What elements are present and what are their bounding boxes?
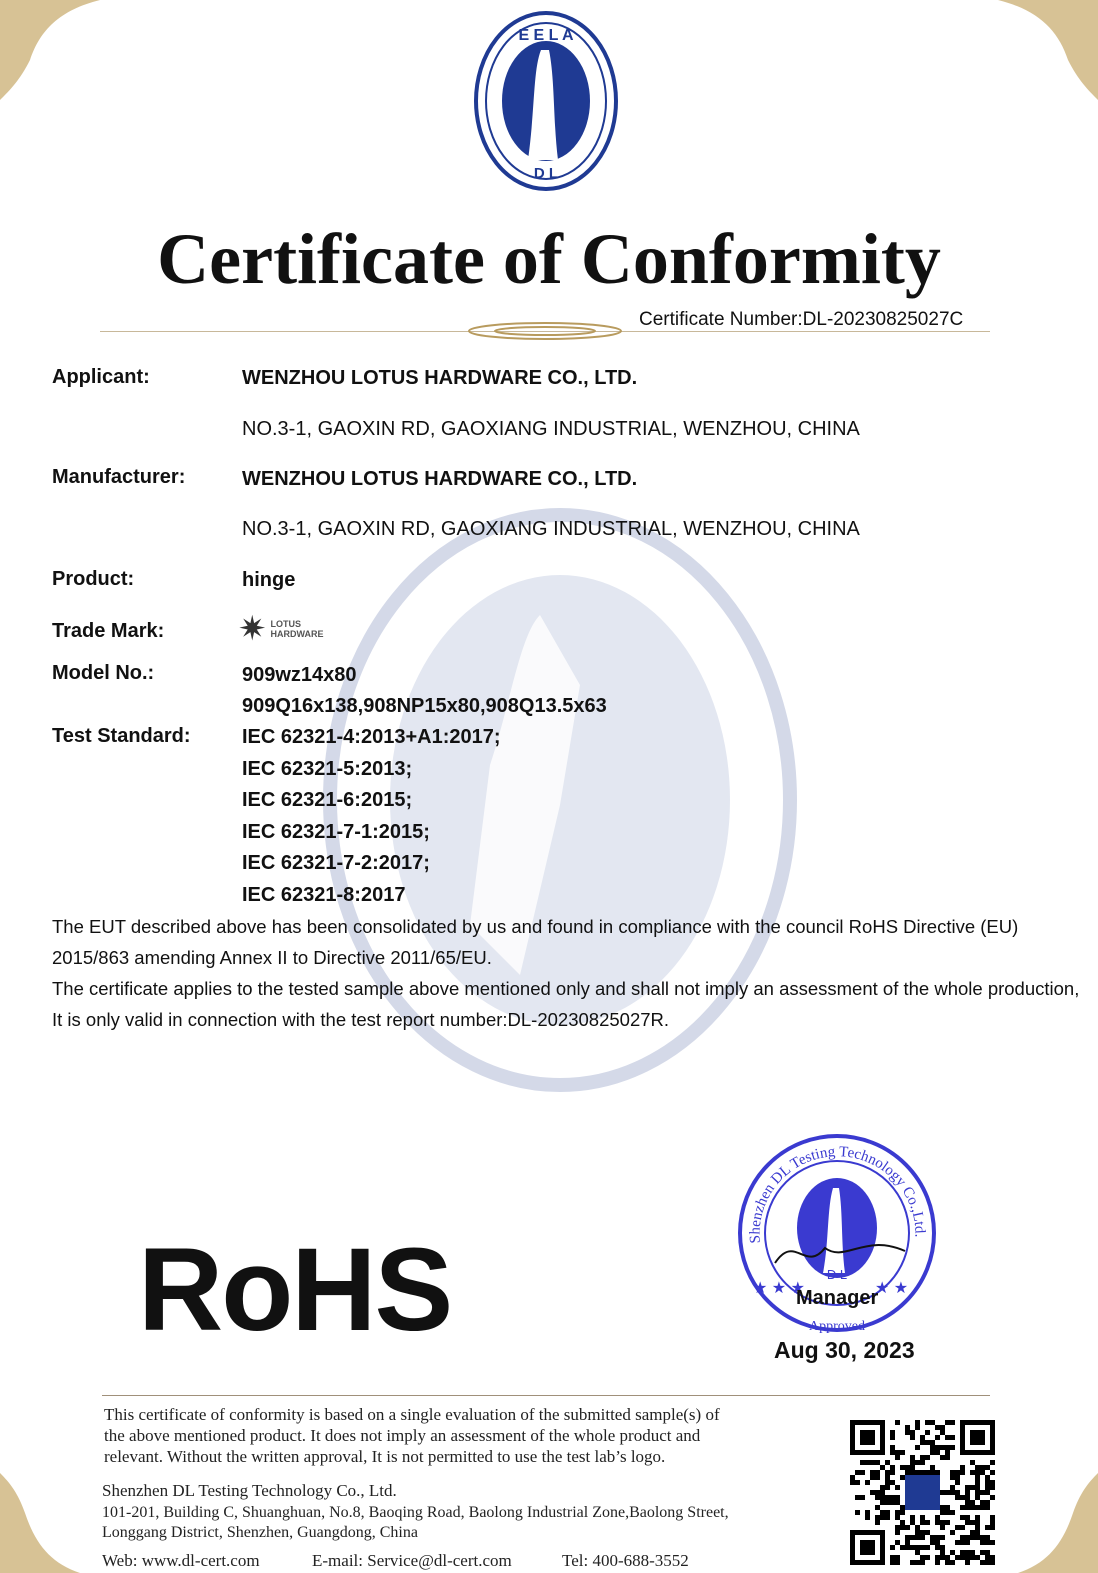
- ornament-divider: [465, 320, 625, 342]
- applicant-address: NO.3-1, GAOXIN RD, GAOXIANG INDUSTRIAL, WENZHOU, CHINA: [242, 418, 860, 440]
- rohs-mark: RoHS: [138, 1224, 452, 1356]
- svg-text:D L: D L: [533, 165, 559, 182]
- email-link[interactable]: E-mail: Service@dl-cert.com: [312, 1551, 512, 1570]
- footer-divider: [102, 1395, 990, 1396]
- model-value: 909Q16x138,908NP15x80,908Q13.5x63: [242, 695, 607, 717]
- standard-item: IEC 62321-8:2017: [242, 884, 406, 906]
- lotus-star-icon: ✷: [238, 610, 267, 648]
- applicant-name: WENZHOU LOTUS HARDWARE CO., LTD.: [242, 367, 638, 389]
- disclaimer-line: the above mentioned product. It does not imply an assessment of the whole product and: [104, 1426, 701, 1445]
- svg-text:E E L A: E E L A: [518, 27, 574, 44]
- corner-ornament: [998, 0, 1098, 100]
- standard-item: IEC 62321-4:2013+A1:2017;: [242, 726, 501, 748]
- qr-code[interactable]: [850, 1420, 995, 1565]
- standard-label: Test Standard:: [52, 725, 191, 747]
- company-name: Shenzhen DL Testing Technology Co., Ltd.: [102, 1481, 397, 1500]
- svg-text:D L: D L: [826, 1267, 848, 1282]
- certificate-number: Certificate Number:DL-20230825027C: [639, 309, 964, 330]
- svg-text:Approved: Approved: [809, 1319, 865, 1334]
- deelay-logo: [473, 10, 619, 192]
- address-line: 101-201, Building C, Shuanghuan, No.8, Baoqing Road, Baolong Industrial Zone,Baolong Street,: [102, 1504, 729, 1521]
- compliance-paragraph: The EUT described above has been consolidated by us and found in compliance with the council RoHS Directive (EU) 2015/863 amending Annex II to Directive 2011/65/EU.: [52, 916, 1019, 968]
- corner-ornament: [0, 1473, 100, 1573]
- page-title: Certificate of Conformity: [157, 219, 941, 299]
- applicant-label: Applicant:: [52, 366, 150, 388]
- product-value: hinge: [242, 569, 296, 591]
- model-label: Model No.:: [52, 662, 155, 684]
- product-label: Product:: [52, 568, 135, 590]
- manufacturer-name: WENZHOU LOTUS HARDWARE CO., LTD.: [242, 468, 638, 490]
- trademark-label: Trade Mark:: [52, 620, 165, 642]
- company-address: [102, 1503, 729, 1543]
- disclaimer: [104, 1404, 720, 1467]
- issue-date: Aug 30, 2023: [774, 1337, 915, 1363]
- manufacturer-address: NO.3-1, GAOXIN RD, GAOXIANG INDUSTRIAL, WENZHOU, CHINA: [242, 518, 860, 540]
- disclaimer-line: relevant. Without the written approval, It is not permitted to use the test lab’s logo.: [104, 1447, 666, 1466]
- corner-ornament: [998, 1473, 1098, 1573]
- standard-item: IEC 62321-7-1:2015;: [242, 821, 430, 843]
- svg-text:★ ★ ★: ★ ★ ★: [753, 1280, 805, 1297]
- signatory-role: Manager: [796, 1287, 879, 1309]
- model-value: 909wz14x80: [242, 664, 357, 686]
- validity-paragraph: The certificate applies to the tested sample above mentioned only and shall not imply an assessment of the whole production, It is only valid in connection with the test report number:DL-20230825027R.: [52, 978, 1080, 1030]
- phone-number: Tel: 400-688-3552: [562, 1551, 689, 1570]
- web-link[interactable]: Web: www.dl-cert.com: [102, 1551, 260, 1570]
- statement: [52, 911, 1092, 1035]
- standard-item: IEC 62321-6:2015;: [242, 789, 413, 811]
- standard-item: IEC 62321-7-2:2017;: [242, 852, 430, 874]
- disclaimer-line: This certificate of conformity is based on a single evaluation of the submitted sample(s) of: [104, 1405, 720, 1424]
- trademark-logo: ✷ LOTUS HARDWARE: [238, 610, 324, 648]
- manufacturer-label: Manufacturer:: [52, 466, 186, 488]
- svg-text:★ ★: ★ ★: [875, 1280, 909, 1297]
- address-line: Longgang District, Shenzhen, Guangdong, China: [102, 1524, 418, 1541]
- corner-ornament: [0, 0, 100, 100]
- svg-text:Shenzhen DL Testing Technology: Shenzhen DL Testing Technology Co.,Ltd.: [747, 1144, 928, 1244]
- standard-item: IEC 62321-5:2013;: [242, 758, 413, 780]
